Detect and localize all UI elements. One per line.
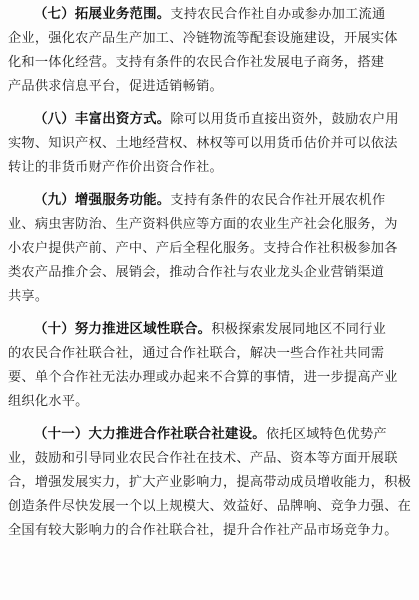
paragraph-text: 积极探索发展同地区不同行业 <box>211 322 387 337</box>
paragraph-text: 支持有条件的农民合作社开展农机作 <box>170 193 386 208</box>
paragraph-line: 合，增强发展实力，扩大产业影响力，提高带动成员增收能力，积极 <box>8 475 411 490</box>
paragraph-first-line <box>8 108 411 132</box>
paragraph-enhance-service-functions <box>8 189 411 309</box>
paragraph-line: 业、病虫害防治、生产资料供应等方面的农业生产社会化服务，为 <box>8 217 398 232</box>
paragraph-text: 支持农民合作社自办或参办加工流通 <box>170 7 386 22</box>
paragraph-first-line <box>8 189 411 213</box>
paragraph-text: 除可以用货币直接出资外，鼓励农户用 <box>170 112 399 127</box>
paragraph-first-line <box>8 318 411 342</box>
paragraph-line: 要、单个合作社无法办理或办起来不合算的事情，进一步提高产业 <box>8 370 398 385</box>
paragraph-line: 全国有较大影响力的合作社联合社，提升合作社产品市场竞争力。 <box>8 523 398 538</box>
paragraph-line: 转让的非货币财产作价出资合作社。 <box>8 160 223 175</box>
paragraph-heading: （十）努力推进区域性联合。 <box>34 322 212 337</box>
paragraph-line: 共享。 <box>8 289 49 304</box>
paragraph-heading: （八）丰富出资方式。 <box>34 112 171 127</box>
paragraph-line: 实物、知识产权、土地经营权、林权等可以用货币估价并可以依法 <box>8 136 398 151</box>
paragraph-regional-alliance <box>8 318 411 414</box>
paragraph-heading: （十一）大力推进合作社联合社建设。 <box>34 427 266 442</box>
paragraph-cooperative-federation <box>8 423 411 543</box>
paragraph-line: 业，鼓励和引导同业农民合作社在技术、产品、资本等方面开展联 <box>8 451 398 466</box>
paragraph-expand-business-scope <box>8 3 411 99</box>
paragraph-line: 的农民合作社联合社，通过合作社联合，解决一些合作社共同需 <box>8 346 385 361</box>
paragraph-first-line <box>8 3 411 27</box>
paragraph-first-line <box>8 423 411 447</box>
paragraph-line: 产品供求信息平台，促进适销畅销。 <box>8 79 223 94</box>
paragraph-text: 依托区域特色优势产 <box>265 427 387 442</box>
paragraph-heading: （九）增强服务功能。 <box>34 193 171 208</box>
paragraph-line: 小农户提供产前、产中、产后全程化服务。支持合作社积极参加各 <box>8 241 398 256</box>
paragraph-heading: （七）拓展业务范围。 <box>34 7 171 22</box>
paragraph-line: 化和一体化经营。支持有条件的农民合作社发展电子商务，搭建 <box>8 55 385 70</box>
paragraph-line: 创造条件尽快发展一个以上规模大、效益好、品牌响、竞争力强、在 <box>8 499 411 514</box>
paragraph-line: 类农产品推介会、展销会，推动合作社与农业龙头企业营销渠道 <box>8 265 385 280</box>
paragraph-line: 企业，强化农产品生产加工、冷链物流等配套设施建设，开展实体 <box>8 31 398 46</box>
paragraph-line: 组织化水平。 <box>8 394 89 409</box>
paragraph-enrich-investment-methods <box>8 108 411 180</box>
